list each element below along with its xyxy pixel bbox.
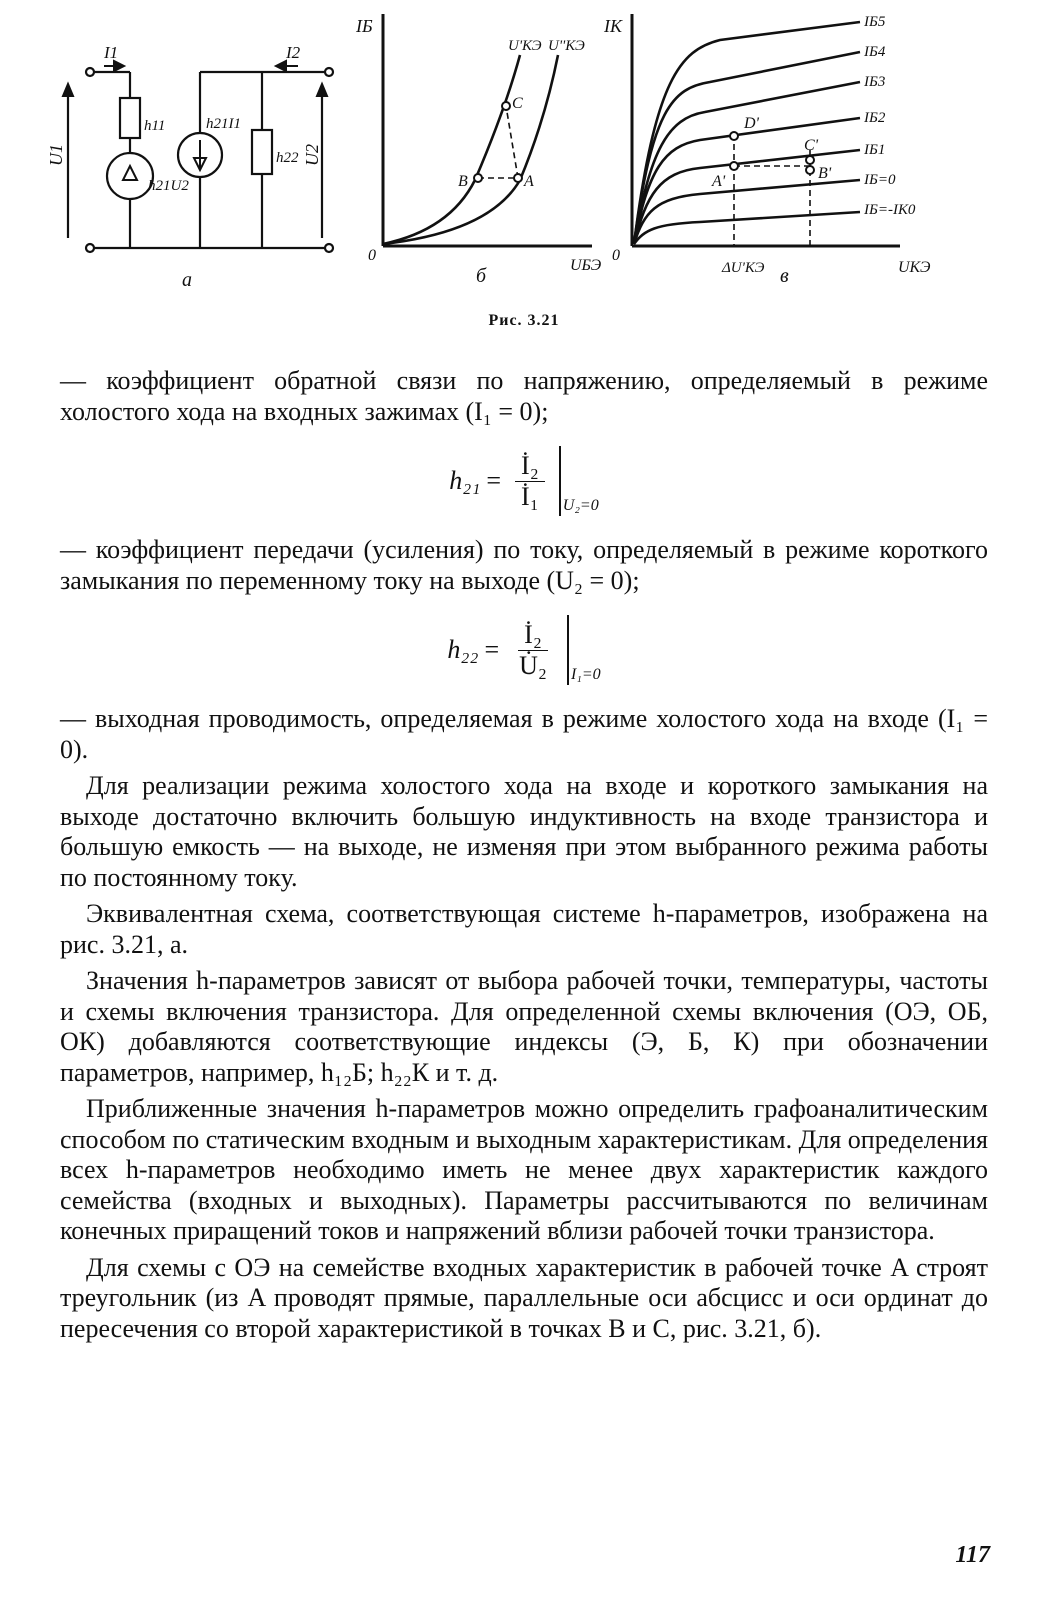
formula-h21-fraction [515, 451, 545, 512]
point-d-prime: D' [744, 115, 759, 132]
formula-h22-lhs: h₂₂ [447, 635, 479, 664]
formula-h22-fraction [513, 620, 553, 681]
label-i1: I1 [104, 43, 119, 62]
formula-h21-lhs: h₂₁ [449, 466, 481, 495]
curve-label-u2ke: U''КЭ [548, 38, 585, 54]
curve-label-ibk0: IБ=-IК0 [864, 202, 916, 218]
curve-label-ib3: IБ3 [864, 74, 886, 90]
figure-3-21 [0, 0, 1048, 300]
curve-label-u1ke: U'КЭ [508, 38, 542, 54]
formula-h21-den: İ₁ [521, 481, 539, 511]
axis-label-uke: UКЭ [898, 259, 931, 276]
point-c-prime: C' [804, 137, 819, 154]
axis-label-ik: IК [604, 16, 622, 36]
page-body [60, 366, 988, 1350]
curve-label-ib4: IБ4 [864, 44, 886, 60]
label-i2: I2 [286, 43, 301, 62]
formula-h21: h₂₁ = $\frac{\text{İ₂}}{\text{İ₁}}$ U₂=0 [60, 433, 988, 529]
paragraph-5: Эквивалентная схема, соответствующая системе h-параметров, изображена на рис. 3.21, а. [60, 899, 988, 959]
subfigure-label-b: б [476, 265, 487, 287]
label-h21u2: h21U2 [148, 178, 189, 194]
axis-label-ib: IБ [356, 16, 373, 36]
label-u1: U1 [46, 144, 66, 166]
delta-uke-label: ΔU'КЭ [722, 260, 765, 276]
paragraph-3: — выходная проводимость, определяемая в режиме холостого хода на входе (I₁ = 0). [60, 704, 988, 764]
origin-b: 0 [368, 247, 376, 264]
point-b: B [458, 173, 468, 190]
label-h11: h11 [144, 118, 166, 134]
point-c: C [512, 95, 523, 112]
output-characteristics-chart [632, 14, 900, 246]
curve-label-ib2: IБ2 [864, 110, 886, 126]
curve-label-ib5: IБ5 [864, 14, 886, 30]
point-a-prime: A' [712, 173, 726, 190]
formula-h22-cond: I₁=0 [570, 666, 601, 683]
axis-label-ube: UБЭ [570, 257, 602, 274]
page-number: 117 [955, 1542, 990, 1568]
origin-c: 0 [612, 247, 620, 264]
formula-h22-num: İ₂ [518, 620, 548, 651]
point-a: A [524, 173, 534, 190]
subfigure-label-c: в [780, 265, 789, 287]
point-b-prime: B' [818, 165, 832, 182]
paragraph-7: Приближенные значения h-параметров можно определить графоаналитическим способом по статическим входным и выходным характеристикам. Для определения всех h-параметров необходимо иметь не менее двух характеристик каждого семейства (входных и выходных). Параметры рассчитываются по величинам конечных приращений токов и напряжений вблизи рабочей точки транзистора. [60, 1094, 988, 1245]
label-h22: h22 [276, 150, 299, 166]
formula-h22-den: U̇₂ [519, 650, 547, 680]
paragraph-2: — коэффициент передачи (усиления) по току, определяемый в режиме короткого замыкания по переменному току на выходе (U₂ = 0); [60, 535, 988, 595]
label-h21i1: h21I1 [206, 116, 241, 132]
subfigure-label-a: а [182, 269, 192, 291]
paragraph-4: Для реализации режима холостого хода на входе и короткого замыкания на выходе достаточно включить большую индуктивность на входе транзистора и большую емкость — на выходе, не изменяя при этом выбранного режима работы по постоянному току. [60, 771, 988, 892]
curve-label-ib1: IБ1 [864, 142, 886, 158]
formula-h21-cond: U₂=0 [562, 497, 599, 514]
figure-caption: Рис. 3.21 [488, 312, 560, 329]
formula-h21-num: İ₂ [515, 451, 545, 482]
paragraph-8: Для схемы с ОЭ на семействе входных характеристик в рабочей точке A строят треугольник (из A проводят прямые, параллельные оси абсцисс и оси ординат до пересечения со второй характеристикой в точках B и C, рис. 3.21, б). [60, 1252, 988, 1343]
curve-label-ib0: IБ=0 [864, 172, 896, 188]
label-u2: U2 [302, 144, 322, 166]
formula-h22: h₂₂ = $\frac{\text{İ₂}}{\text{U̇₂}}$ I₁=0 [60, 602, 988, 698]
paragraph-1: — коэффициент обратной связи по напряжению, определяемый в режиме холостого хода на входных зажимах (I₁ = 0); [60, 366, 988, 426]
paragraph-6: Значения h-параметров зависят от выбора рабочей точки, температуры, частоты и схемы включения транзистора. Для определенной схемы включения (ОЭ, ОБ, ОК) добавляются соответствующие индексы (Э, Б, К) при обозначении параметров, например, h₁₂Б; h₂₂К и т. д. [60, 966, 988, 1087]
